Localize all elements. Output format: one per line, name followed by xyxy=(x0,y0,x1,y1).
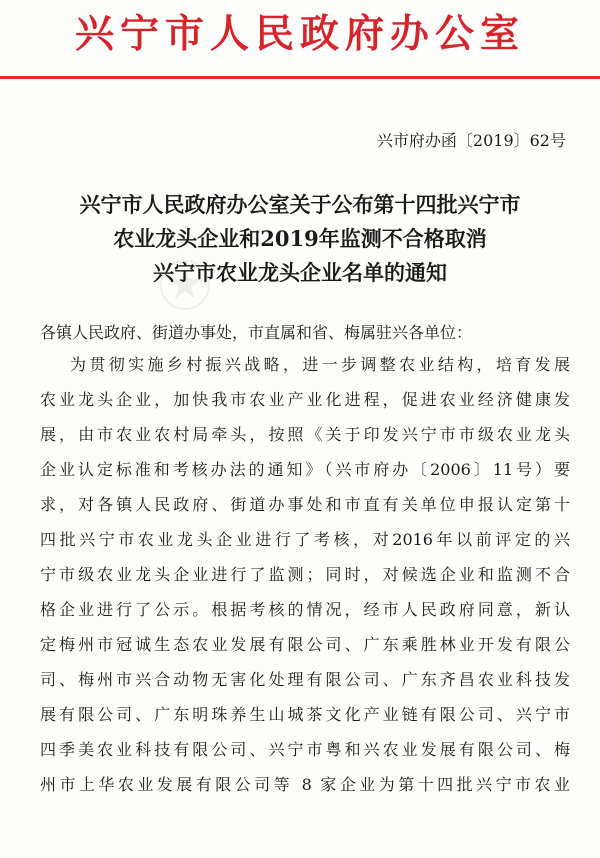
salutation: 各镇人民政府、街道办事处，市直属和省、梅属驻兴各单位： xyxy=(40,323,473,342)
body-line: 四季美农业科技有限公司、兴宁市粤和兴农业发展有限公司、梅 xyxy=(40,740,570,759)
body-line: 为贯彻实施乡村振兴战略，进一步调整农业结构，培育发展 xyxy=(70,355,570,374)
body-line: 宁市级农业龙头企业进行了监测；同时，对候选企业和监测不合 xyxy=(40,565,570,584)
title-line-1: 兴宁市人民政府办公室关于公布第十四批兴宁市 xyxy=(79,192,521,217)
title-line-3: 兴宁市农业龙头企业名单的通知 xyxy=(153,260,447,285)
body-line: 司、梅州市兴合动物无害化处理有限公司、广东齐昌农业科技发 xyxy=(40,670,570,689)
body-line: 格企业进行了公示。根据考核的情况，经市人民政府同意，新认 xyxy=(40,600,570,619)
body-line: 展，由市农业农村局牵头，按照《关于印发兴宁市市级农业龙头 xyxy=(40,425,570,444)
body-line: 农业龙头企业，加快我市农业产业化进程，促进农业经济健康发 xyxy=(40,390,570,409)
masthead-red-rule xyxy=(0,76,600,79)
body-line: 州市上华农业发展有限公司等 8 家企业为第十四批兴宁市农业 xyxy=(40,775,570,794)
body-line: 四批兴宁市农业龙头企业进行了考核，对2016年以前评定的兴 xyxy=(40,530,570,549)
title-line-2: 农业龙头企业和2019年监测不合格取消 xyxy=(113,226,487,251)
masthead-title: 兴宁市人民政府办公室 xyxy=(74,11,525,57)
body-line: 企业认定标准和考核办法的通知》（兴市府办〔2006〕11号）要 xyxy=(40,460,570,479)
body-line: 展有限公司、广东明珠养生山城茶文化产业链有限公司、兴宁市 xyxy=(40,705,570,724)
body-line: 求，对各镇人民政府、街道办事处和市直有关单位申报认定第十 xyxy=(40,495,570,514)
body-line: 定梅州市冠诚生态农业发展有限公司、广东乘胜林业开发有限公 xyxy=(40,635,570,654)
document-number: 兴市府办函〔2019〕62号 xyxy=(376,131,566,150)
notice-title xyxy=(30,188,570,290)
